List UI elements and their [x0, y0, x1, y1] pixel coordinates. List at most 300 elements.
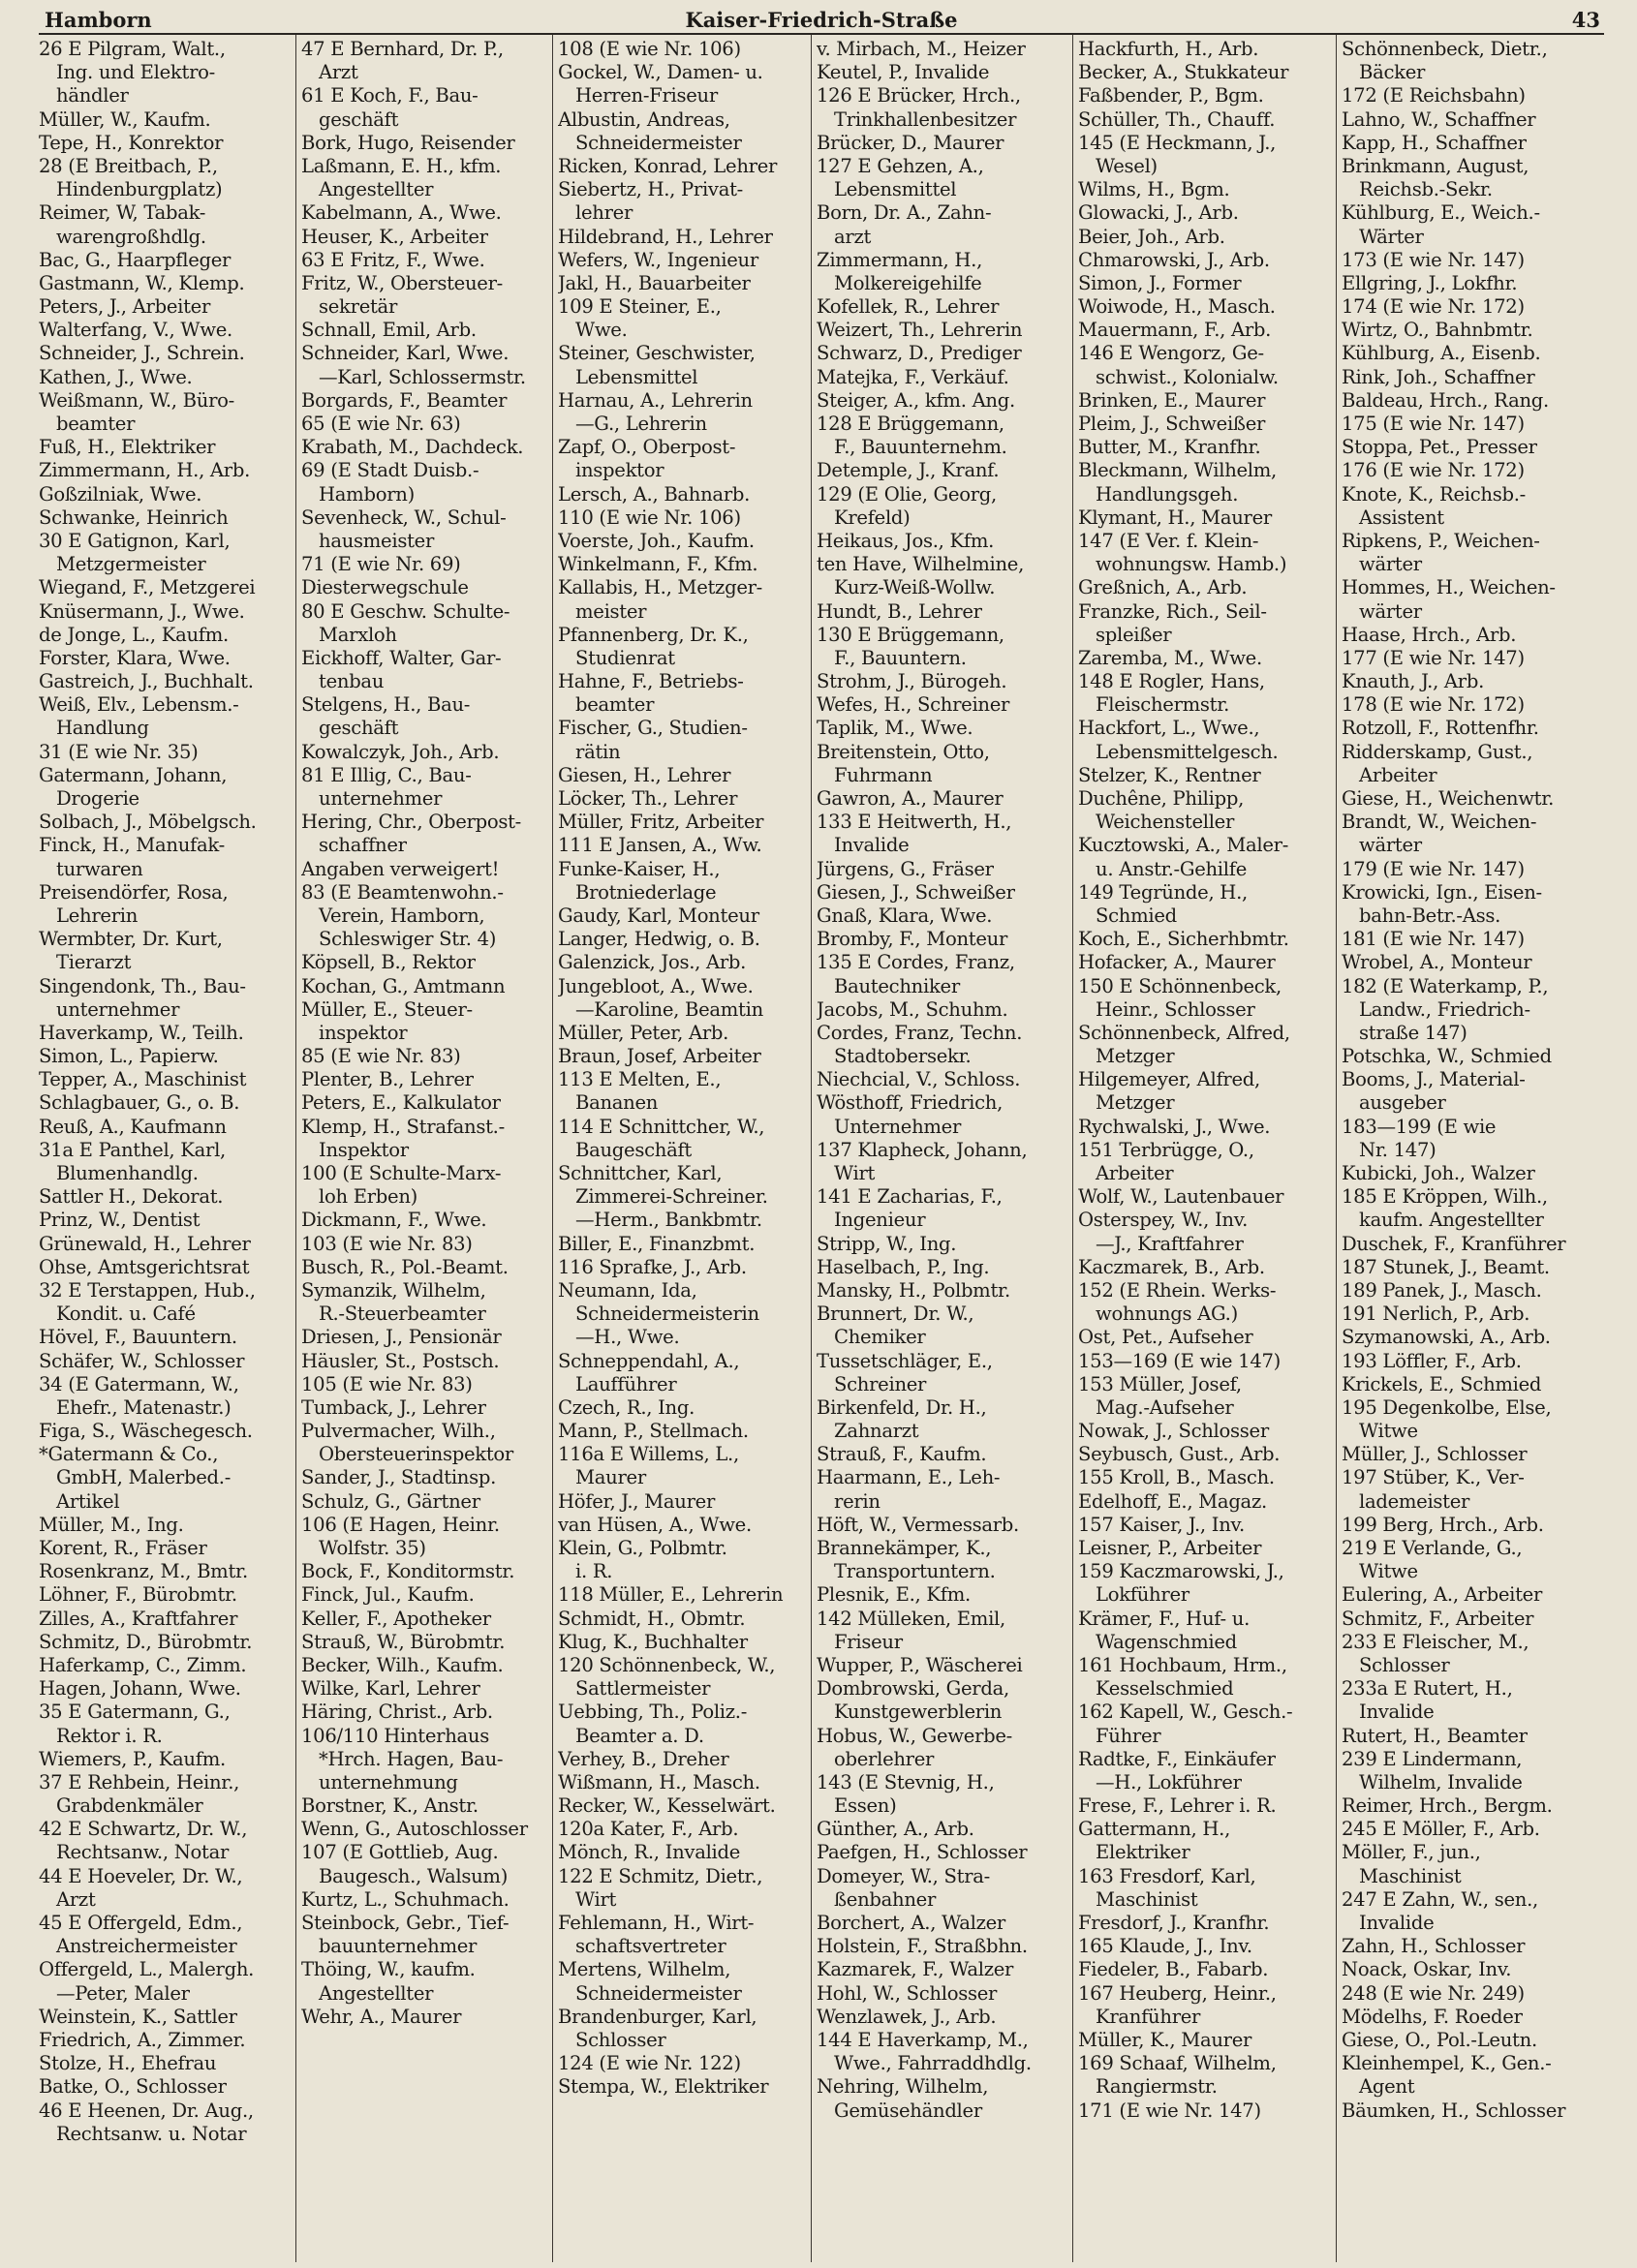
- directory-entry-line: Noack, Oskar, Inv.: [1342, 1958, 1512, 1981]
- directory-entry-line: Friseur: [834, 1630, 903, 1653]
- directory-entry-line: Schneider, Karl, Wwe.: [301, 342, 510, 365]
- directory-entry-line: 63 E Fritz, F., Wwe.: [301, 248, 485, 271]
- directory-entry-line: wärter: [1359, 599, 1422, 623]
- directory-entry-line: Baugesch., Walsum): [319, 1864, 509, 1887]
- directory-entry-line: 150 E Schönnenbeck,: [1078, 974, 1282, 997]
- directory-entry-line: Molkereigehilfe: [834, 271, 982, 294]
- directory-entry-line: Reichsb.-Sekr.: [1359, 178, 1493, 201]
- directory-entry-line: —G., Lehrerin: [575, 413, 707, 435]
- directory-entry-line: Assistent: [1359, 506, 1444, 529]
- directory-entry-line: Thöing, W., kaufm.: [301, 1958, 476, 1981]
- directory-entry-line: Klymant, H., Maurer: [1078, 506, 1272, 529]
- directory-entry-line: Schneidermeisterin: [575, 1303, 759, 1326]
- directory-entry-line: Taplik, M., Wwe.: [817, 717, 973, 740]
- directory-entry-line: 35 E Gatermann, G.,: [39, 1701, 231, 1724]
- directory-columns: [39, 35, 1604, 2262]
- directory-entry-line: Höfer, J., Maurer: [558, 1489, 716, 1513]
- directory-entry-line: Schnittcher, Karl,: [558, 1162, 723, 1184]
- directory-entry-line: Metzger: [1096, 1091, 1175, 1115]
- directory-entry-line: Wefers, W., Ingenieur: [558, 248, 758, 271]
- directory-entry-line: Biller, E., Finanzbmt.: [558, 1232, 756, 1255]
- directory-entry-line: Brunnert, Dr. W.,: [817, 1303, 974, 1326]
- directory-entry-line: Schlagbauer, G., o. B.: [39, 1091, 240, 1115]
- directory-entry-line: Radtke, F., Einkäufer: [1078, 1747, 1276, 1770]
- directory-entry-line: Niechcial, V., Schloss.: [817, 1068, 1021, 1091]
- directory-entry-line: händler: [56, 84, 129, 107]
- directory-entry-line: Müller, Fritz, Arbeiter: [558, 811, 764, 834]
- directory-entry-line: 80 E Geschw. Schulte-: [301, 599, 510, 623]
- directory-entry-line: Harnau, A., Lehrerin: [558, 388, 753, 412]
- directory-entry-line: Solbach, J., Möbelgsch.: [39, 811, 257, 834]
- directory-entry-line: 152 (E Rhein. Werks-: [1078, 1278, 1277, 1302]
- directory-entry-line: Ing. und Elektro-: [56, 61, 215, 84]
- directory-entry-line: Schwarz, D., Prediger: [817, 342, 1022, 365]
- directory-entry-line: Stelgens, H., Bau-: [301, 693, 471, 717]
- directory-entry-line: Gemüsehändler: [834, 2099, 982, 2122]
- directory-entry-line: Woiwode, H., Masch.: [1078, 295, 1276, 319]
- directory-entry-line: Transportuntern.: [834, 1560, 996, 1583]
- directory-entry-line: warengroßhdlg.: [56, 225, 206, 248]
- directory-entry-line: Walterfang, V., Wwe.: [39, 319, 232, 342]
- directory-entry-line: 128 E Brüggemann,: [817, 413, 1004, 435]
- directory-entry-line: Angaben verweigert!: [301, 857, 500, 880]
- directory-entry-line: Friedrich, A., Zimmer.: [39, 2028, 246, 2051]
- directory-entry-line: Sander, J., Stadtinsp.: [301, 1466, 497, 1489]
- directory-entry-line: Driesen, J., Pensionär: [301, 1326, 502, 1349]
- directory-entry-line: van Hüsen, A., Wwe.: [558, 1513, 752, 1536]
- directory-entry-line: 233a E Rutert, H.,: [1342, 1677, 1513, 1701]
- directory-entry-line: wohnungsw. Hamb.): [1096, 553, 1287, 576]
- directory-entry-line: Schneppendahl, A.,: [558, 1349, 740, 1372]
- directory-entry-line: Matejka, F., Verkäuf.: [817, 365, 1009, 388]
- directory-entry-line: Führer: [1096, 1724, 1161, 1747]
- directory-entry-line: Essen): [834, 1794, 897, 1818]
- directory-entry-line: schaftsvertreter: [575, 1935, 726, 1958]
- directory-entry-line: —H., Lokführer: [1096, 1770, 1242, 1793]
- directory-entry-line: Finck, Jul., Kaufm.: [301, 1583, 475, 1607]
- directory-entry-line: Heuser, K., Arbeiter: [301, 225, 488, 248]
- directory-entry-line: 189 Panek, J., Masch.: [1342, 1278, 1542, 1302]
- directory-entry-line: 233 E Fleischer, M.,: [1342, 1630, 1529, 1653]
- directory-entry-line: hausmeister: [319, 529, 435, 552]
- directory-entry-line: unternehmung: [319, 1770, 458, 1793]
- directory-entry-line: Gawron, A., Maurer: [817, 787, 1004, 810]
- directory-entry-line: Artikel: [56, 1489, 120, 1513]
- directory-entry-line: Schmied: [1096, 904, 1177, 927]
- directory-entry-line: Pleim, J., Schweißer: [1078, 413, 1266, 435]
- directory-entry-line: Kondit. u. Café: [56, 1303, 196, 1326]
- directory-entry-line: Giese, H., Weichenwtr.: [1342, 787, 1555, 810]
- directory-entry-line: Hilgemeyer, Alfred,: [1078, 1068, 1260, 1091]
- directory-entry-line: Rutert, H., Beamter: [1342, 1724, 1528, 1747]
- directory-entry-line: Arzt: [56, 1887, 96, 1911]
- directory-entry-line: Strohm, J., Bürogeh.: [817, 670, 1007, 693]
- directory-entry-line: Wenn, G., Autoschlosser: [301, 1818, 528, 1841]
- directory-entry-line: Witwe: [1359, 1420, 1418, 1443]
- directory-entry-line: Fischer, G., Studien-: [558, 717, 748, 740]
- directory-entry-line: Wehr, A., Maurer: [301, 2005, 462, 2028]
- directory-entry-line: Simon, L., Papierw.: [39, 1045, 219, 1068]
- directory-entry-line: Kühlburg, E., Weich.-: [1342, 201, 1540, 225]
- directory-entry-line: 245 E Möller, F., Arb.: [1342, 1818, 1540, 1841]
- directory-entry-line: Pulvermacher, Wilh.,: [301, 1420, 496, 1443]
- directory-entry-line: 191 Nerlich, P., Arb.: [1342, 1303, 1530, 1326]
- directory-entry-line: 195 Degenkolbe, Else,: [1342, 1395, 1552, 1419]
- directory-entry-line: 141 E Zacharias, F.,: [817, 1185, 1003, 1209]
- directory-entry-line: Angestellter: [319, 178, 434, 201]
- directory-entry-line: Nowak, J., Schlosser: [1078, 1420, 1269, 1443]
- directory-entry-line: 69 (E Stadt Duisb.-: [301, 459, 479, 482]
- directory-entry-line: kaufm. Angestellter: [1359, 1209, 1544, 1232]
- directory-entry-line: Mansky, H., Polbmtr.: [817, 1278, 1010, 1302]
- directory-entry-line: 114 E Schnittcher, W.,: [558, 1115, 765, 1138]
- directory-entry-line: 146 E Wengorz, Ge-: [1078, 342, 1264, 365]
- directory-entry-line: 172 (E Reichsbahn): [1342, 84, 1526, 107]
- directory-entry-line: Ehefr., Matenastr.): [56, 1395, 232, 1419]
- directory-entry-line: Hobus, W., Gewerbe-: [817, 1724, 1012, 1747]
- directory-entry-line: Beier, Joh., Arb.: [1078, 225, 1225, 248]
- directory-entry-line: Schmidt, H., Obmtr.: [558, 1607, 746, 1630]
- directory-entry-line: Anstreichermeister: [56, 1935, 237, 1958]
- directory-entry-line: Haferkamp, C., Zimm.: [39, 1653, 247, 1676]
- directory-entry-line: 81 E Illig, C., Bau-: [301, 763, 472, 786]
- directory-entry-line: 145 (E Heckmann, J.,: [1078, 131, 1277, 154]
- directory-entry-line: Korent, R., Fräser: [39, 1537, 207, 1559]
- directory-entry-line: Wesel): [1096, 154, 1158, 177]
- directory-entry-line: Schneidermeister: [575, 1981, 742, 2005]
- directory-entry-line: 137 Klapheck, Johann,: [817, 1138, 1028, 1161]
- directory-entry-line: Hindenburgplatz): [56, 178, 223, 201]
- directory-entry-line: Borchert, A., Walzer: [817, 1912, 1005, 1934]
- directory-entry-line: Krabath, M., Dachdeck.: [301, 436, 524, 459]
- directory-entry-line: 116 Sprafke, J., Arb.: [558, 1255, 747, 1278]
- directory-entry-line: Schäfer, W., Schlosser: [39, 1349, 245, 1372]
- directory-entry-line: Strauß, F., Kaufm.: [817, 1443, 987, 1466]
- directory-entry-line: Ingenieur: [834, 1209, 926, 1232]
- directory-entry-line: Krickels, E., Schmied: [1342, 1372, 1542, 1395]
- directory-entry-line: Bromby, F., Monteur: [817, 928, 1008, 951]
- directory-entry-line: loh Erben): [319, 1185, 417, 1209]
- directory-entry-line: Wilke, Karl, Lehrer: [301, 1677, 480, 1701]
- directory-entry-line: Metzger: [1096, 1045, 1175, 1068]
- directory-entry-line: Ricken, Konrad, Lehrer: [558, 154, 778, 177]
- directory-entry-line: Giesen, H., Lehrer: [558, 763, 731, 786]
- directory-entry-line: Maschinist: [1359, 1864, 1462, 1887]
- directory-entry-line: rerin: [834, 1489, 880, 1513]
- directory-entry-line: Kathen, J., Wwe.: [39, 365, 193, 388]
- directory-entry-line: Brücker, D., Maurer: [817, 131, 1004, 154]
- directory-entry-line: 45 E Offergeld, Edm.,: [39, 1912, 243, 1934]
- directory-entry-line: Jacobs, M., Schuhm.: [817, 997, 1008, 1021]
- directory-entry-line: Arbeiter: [1096, 1162, 1174, 1184]
- directory-entry-line: 85 (E wie Nr. 83): [301, 1045, 461, 1068]
- directory-entry-line: Weiß, Elv., Lebensm.-: [39, 693, 239, 717]
- directory-entry-line: 157 Kaiser, J., Inv.: [1078, 1513, 1245, 1536]
- directory-entry-line: Schreiner: [834, 1372, 927, 1395]
- directory-entry-line: Maschinist: [1096, 1887, 1198, 1911]
- directory-entry-line: Müller, E., Steuer-: [301, 997, 473, 1021]
- directory-entry-line: Edelhoff, E., Magaz.: [1078, 1489, 1267, 1513]
- directory-entry-line: 153 Müller, Josef,: [1078, 1372, 1242, 1395]
- directory-entry-line: Zimmerei-Schreiner.: [575, 1185, 768, 1209]
- directory-entry-line: 174 (E wie Nr. 172): [1342, 295, 1525, 319]
- directory-entry-line: Duchêne, Philipp,: [1078, 787, 1245, 810]
- directory-entry-line: Weizert, Th., Lehrerin: [817, 319, 1023, 342]
- directory-entry-line: Wefes, H., Schreiner: [817, 693, 1010, 717]
- directory-entry-line: schaffner: [319, 834, 407, 857]
- directory-entry-line: Rychwalski, J., Wwe.: [1078, 1115, 1271, 1138]
- directory-entry-line: Dickmann, F., Wwe.: [301, 1209, 487, 1232]
- directory-entry-line: Franzke, Rich., Seil-: [1078, 599, 1267, 623]
- directory-entry-line: 120 Schönnenbeck, W.,: [558, 1653, 776, 1676]
- directory-entry-line: Symanzik, Wilhelm,: [301, 1278, 486, 1302]
- directory-entry-line: 185 E Kröppen, Wilh.,: [1342, 1185, 1548, 1209]
- directory-entry-line: Faßbender, P., Bgm.: [1078, 84, 1264, 107]
- directory-entry-line: Chmarowski, J., Arb.: [1078, 248, 1270, 271]
- directory-entry-line: Zilles, A., Kraftfahrer: [39, 1607, 238, 1630]
- directory-entry-line: 106/110 Hinterhaus: [301, 1724, 490, 1747]
- directory-entry-line: Köpsell, B., Rektor: [301, 951, 476, 974]
- directory-entry-line: F., Bauuntern.: [834, 646, 967, 669]
- directory-entry-line: 187 Stunek, J., Beamt.: [1342, 1255, 1550, 1278]
- directory-entry-line: Müller, J., Schlosser: [1342, 1443, 1528, 1466]
- directory-entry-line: Czech, R., Ing.: [558, 1395, 695, 1419]
- directory-entry-line: Eickhoff, Walter, Gar-: [301, 646, 502, 669]
- directory-entry-line: beamter: [575, 693, 655, 717]
- directory-entry-line: Unternehmer: [834, 1115, 962, 1138]
- directory-entry-line: Rechtsanw., Notar: [56, 1841, 230, 1864]
- directory-entry-line: Duschek, F., Kranführer: [1342, 1232, 1566, 1255]
- directory-entry-line: Wilms, H., Bgm.: [1078, 178, 1230, 201]
- directory-entry-line: 171 (E wie Nr. 147): [1078, 2099, 1261, 2122]
- directory-entry-line: 61 E Koch, F., Bau-: [301, 84, 479, 107]
- directory-entry-line: Hagen, Johann, Wwe.: [39, 1677, 241, 1701]
- directory-entry-line: Kabelmann, A., Wwe.: [301, 201, 502, 225]
- directory-entry-line: Peters, J., Arbeiter: [39, 295, 211, 319]
- directory-entry-line: Figa, S., Wäschegesch.: [39, 1420, 253, 1443]
- directory-entry-line: Dombrowski, Gerda,: [817, 1677, 1009, 1701]
- directory-entry-line: Jakl, H., Bauarbeiter: [558, 271, 751, 294]
- directory-entry-line: Breitenstein, Otto,: [817, 740, 990, 763]
- directory-entry-line: Wiemers, P., Kaufm.: [39, 1747, 226, 1770]
- directory-entry-line: de Jonge, L., Kaufm.: [39, 623, 229, 646]
- directory-entry-line: 65 (E wie Nr. 63): [301, 413, 461, 435]
- directory-column-1: [39, 35, 295, 2262]
- directory-entry-line: Ost, Pet., Aufseher: [1078, 1326, 1253, 1349]
- directory-entry-line: Lersch, A., Bahnarb.: [558, 482, 751, 506]
- directory-entry-line: 161 Hochbaum, Hrm.,: [1078, 1653, 1287, 1676]
- directory-entry-line: Wrobel, A., Monteur: [1342, 951, 1532, 974]
- directory-entry-line: 31 (E wie Nr. 35): [39, 740, 199, 763]
- directory-entry-line: Ripkens, P., Weichen-: [1342, 529, 1540, 552]
- directory-entry-line: Plenter, B., Lehrer: [301, 1068, 474, 1091]
- directory-entry-line: Fuhrmann: [834, 763, 933, 786]
- directory-entry-line: Maurer: [575, 1466, 646, 1489]
- directory-entry-line: Sattler H., Dekorat.: [39, 1185, 224, 1209]
- directory-entry-line: Booms, J., Material-: [1342, 1068, 1526, 1091]
- directory-entry-line: Diesterwegschule: [301, 576, 469, 599]
- directory-entry-line: —Karl, Schlossermstr.: [319, 365, 526, 388]
- directory-entry-line: Kurz-Weiß-Wollw.: [834, 576, 996, 599]
- directory-entry-line: 182 (E Waterkamp, P.,: [1342, 974, 1549, 997]
- directory-entry-line: Gastreich, J., Buchhalt.: [39, 670, 254, 693]
- directory-entry-line: 124 (E wie Nr. 122): [558, 2052, 741, 2075]
- directory-entry-line: Wiegand, F., Metzgerei: [39, 576, 256, 599]
- directory-entry-line: Leisner, P., Arbeiter: [1078, 1537, 1262, 1559]
- directory-entry-line: Mönch, R., Invalide: [558, 1841, 741, 1864]
- directory-entry-line: 100 (E Schulte-Marx-: [301, 1162, 502, 1184]
- directory-entry-line: bauunternehmer: [319, 1935, 478, 1958]
- directory-entry-line: Nr. 147): [1359, 1138, 1436, 1161]
- directory-entry-line: 169 Schaaf, Wilhelm,: [1078, 2052, 1277, 2075]
- directory-entry-line: Lebensmittelgesch.: [1096, 740, 1279, 763]
- directory-column-6: [1336, 35, 1604, 2262]
- directory-entry-line: 26 E Pilgram, Walt.,: [39, 38, 226, 60]
- directory-entry-line: Schönnenbeck, Dietr.,: [1342, 38, 1548, 60]
- directory-entry-line: —H., Wwe.: [575, 1326, 680, 1349]
- directory-entry-line: Verein, Hamborn,: [319, 904, 485, 927]
- directory-entry-line: Voerste, Joh., Kaufm.: [558, 529, 755, 552]
- directory-entry-line: meister: [575, 599, 647, 623]
- directory-entry-line: Löhner, F., Bürobmtr.: [39, 1583, 237, 1607]
- directory-entry-line: Krefeld): [834, 506, 911, 529]
- directory-entry-line: Fritz, W., Obersteuer-: [301, 271, 503, 294]
- directory-entry-line: Wärter: [1359, 225, 1424, 248]
- directory-entry-line: Grabdenkmäler: [56, 1794, 203, 1818]
- directory-entry-line: 126 E Brücker, Hrch.,: [817, 84, 1021, 107]
- directory-entry-line: Müller, M., Ing.: [39, 1513, 184, 1536]
- directory-entry-line: 46 E Heenen, Dr. Aug.,: [39, 2099, 254, 2122]
- directory-entry-line: Wagenschmied: [1096, 1630, 1237, 1653]
- directory-entry-line: Fiedeler, B., Fabarb.: [1078, 1958, 1269, 1981]
- directory-entry-line: Kochan, G., Amtmann: [301, 974, 506, 997]
- directory-entry-line: Hofacker, A., Maurer: [1078, 951, 1276, 974]
- directory-entry-line: 129 (E Olie, Georg,: [817, 482, 997, 506]
- page-header: [39, 8, 1604, 35]
- directory-entry-line: 47 E Bernhard, Dr. P.,: [301, 38, 504, 60]
- directory-entry-line: Kühlburg, A., Eisenb.: [1342, 342, 1541, 365]
- directory-entry-line: Invalide: [1359, 1912, 1435, 1934]
- directory-entry-line: rätin: [575, 740, 621, 763]
- directory-entry-line: Hering, Chr., Oberpost-: [301, 811, 521, 834]
- directory-entry-line: Laßmann, E. H., kfm.: [301, 154, 502, 177]
- directory-entry-line: Bananen: [575, 1091, 659, 1115]
- directory-entry-line: u. Anstr.-Gehilfe: [1096, 857, 1247, 880]
- directory-entry-line: GmbH, Malerbed.-: [56, 1466, 232, 1489]
- directory-entry-line: Kallabis, H., Metzger-: [558, 576, 763, 599]
- directory-entry-line: wärter: [1359, 553, 1422, 576]
- directory-entry-line: Gockel, W., Damen- u.: [558, 61, 763, 84]
- directory-entry-line: beamter: [56, 413, 136, 435]
- directory-entry-line: Stripp, W., Ing.: [817, 1232, 957, 1255]
- directory-entry-line: 163 Fresdorf, Karl,: [1078, 1864, 1256, 1887]
- directory-entry-line: Beamter a. D.: [575, 1724, 704, 1747]
- directory-entry-line: Arbeiter: [1359, 763, 1437, 786]
- directory-entry-line: ausgeber: [1359, 1091, 1446, 1115]
- directory-entry-line: Kurtz, L., Schuhmach.: [301, 1887, 510, 1911]
- directory-entry-line: 135 E Cordes, Franz,: [817, 951, 1015, 974]
- directory-entry-line: 130 E Brüggemann,: [817, 623, 1004, 646]
- directory-entry-line: Höft, W., Vermessarb.: [817, 1513, 1019, 1536]
- directory-entry-line: Heinr., Schlosser: [1096, 997, 1255, 1021]
- directory-entry-line: Bäumken, H., Schlosser: [1342, 2099, 1566, 2122]
- directory-entry-line: 175 (E wie Nr. 147): [1342, 413, 1525, 435]
- directory-entry-line: Knauth, J., Arb.: [1342, 670, 1485, 693]
- directory-entry-line: Kowalczyk, Joh., Arb.: [301, 740, 500, 763]
- directory-entry-line: Grünewald, H., Lehrer: [39, 1232, 251, 1255]
- directory-entry-line: 155 Kroll, B., Masch.: [1078, 1466, 1275, 1489]
- directory-entry-line: Ridderskamp, Gust.,: [1342, 740, 1533, 763]
- directory-entry-line: Gattermann, H.,: [1078, 1818, 1231, 1841]
- directory-entry-line: oberlehrer: [834, 1747, 935, 1770]
- directory-entry-line: Szymanowski, A., Arb.: [1342, 1326, 1551, 1349]
- directory-entry-line: Gastmann, W., Klemp.: [39, 271, 245, 294]
- directory-entry-line: *Gatermann & Co.,: [39, 1443, 219, 1466]
- directory-entry-line: 122 E Schmitz, Dietr.,: [558, 1864, 763, 1887]
- directory-entry-line: Brotniederlage: [575, 880, 717, 904]
- directory-entry-line: Kaczmarek, B., Arb.: [1078, 1255, 1265, 1278]
- directory-entry-line: Zimmermann, H.,: [817, 248, 983, 271]
- directory-entry-line: Becker, A., Stukkateur: [1078, 61, 1289, 84]
- directory-entry-line: 183—199 (E wie: [1342, 1115, 1497, 1138]
- directory-entry-line: Fuß, H., Elektriker: [39, 436, 216, 459]
- directory-entry-line: F., Bauunternehm.: [834, 436, 1007, 459]
- directory-entry-line: Krowicki, Ign., Eisen-: [1342, 880, 1542, 904]
- directory-entry-line: 118 Müller, E., Lehrerin: [558, 1583, 784, 1607]
- directory-entry-line: Wermbter, Dr. Kurt,: [39, 928, 223, 951]
- directory-entry-line: Strauß, W., Bürobmtr.: [301, 1630, 506, 1653]
- directory-entry-line: Fleischermstr.: [1096, 693, 1230, 717]
- directory-entry-line: 179 (E wie Nr. 147): [1342, 857, 1525, 880]
- directory-entry-line: Peters, E., Kalkulator: [301, 1091, 501, 1115]
- directory-entry-line: Offergeld, L., Malergh.: [39, 1958, 255, 1981]
- directory-entry-line: Jungebloot, A., Wwe.: [558, 974, 754, 997]
- directory-entry-line: Steiner, Geschwister,: [558, 342, 756, 365]
- directory-entry-line: Stoppa, Pet., Presser: [1342, 436, 1537, 459]
- directory-entry-line: Wilhelm, Invalide: [1359, 1770, 1523, 1793]
- directory-entry-line: Schüller, Th., Chauff.: [1078, 107, 1276, 131]
- directory-entry-line: Pfannenberg, Dr. K.,: [558, 623, 749, 646]
- directory-entry-line: 28 (E Breitbach, P.,: [39, 154, 218, 177]
- directory-entry-line: Elektriker: [1096, 1841, 1190, 1864]
- directory-entry-line: Forster, Klara, Wwe.: [39, 646, 231, 669]
- directory-entry-line: 176 (E wie Nr. 172): [1342, 459, 1525, 482]
- directory-entry-line: 106 (E Hagen, Heinr.: [301, 1513, 500, 1536]
- directory-entry-line: Wösthoff, Friedrich,: [817, 1091, 1004, 1115]
- directory-entry-line: Born, Dr. A., Zahn-: [817, 201, 992, 225]
- directory-entry-line: Zapf, O., Oberpost-: [558, 436, 736, 459]
- directory-entry-line: Bäcker: [1359, 61, 1426, 84]
- directory-entry-line: 32 E Terstappen, Hub.,: [39, 1278, 256, 1302]
- directory-entry-line: Blumenhandlg.: [56, 1162, 199, 1184]
- directory-entry-line: Inspektor: [319, 1138, 409, 1161]
- directory-entry-line: Bac, G., Haarpfleger: [39, 248, 232, 271]
- directory-entry-line: Gaudy, Karl, Monteur: [558, 904, 759, 927]
- directory-entry-line: 37 E Rehbein, Heinr.,: [39, 1770, 240, 1793]
- directory-entry-line: Arzt: [319, 61, 358, 84]
- directory-entry-line: 151 Terbrügge, O.,: [1078, 1138, 1254, 1161]
- directory-entry-line: Wißmann, H., Masch.: [558, 1770, 760, 1793]
- directory-entry-line: Hundt, B., Lehrer: [817, 599, 982, 623]
- directory-entry-line: Mödelhs, F. Roeder: [1342, 2005, 1523, 2028]
- directory-entry-line: 105 (E wie Nr. 83): [301, 1372, 473, 1395]
- directory-entry-line: R.-Steuerbeamter: [319, 1303, 486, 1326]
- directory-entry-line: Recker, W., Kesselwärt.: [558, 1794, 776, 1818]
- directory-entry-line: Brinken, E., Maurer: [1078, 388, 1266, 412]
- directory-entry-line: Lebensmittel: [834, 178, 957, 201]
- directory-entry-line: Wolf, W., Lautenbauer: [1078, 1185, 1284, 1209]
- directory-entry-line: 144 E Haverkamp, M.,: [817, 2028, 1029, 2051]
